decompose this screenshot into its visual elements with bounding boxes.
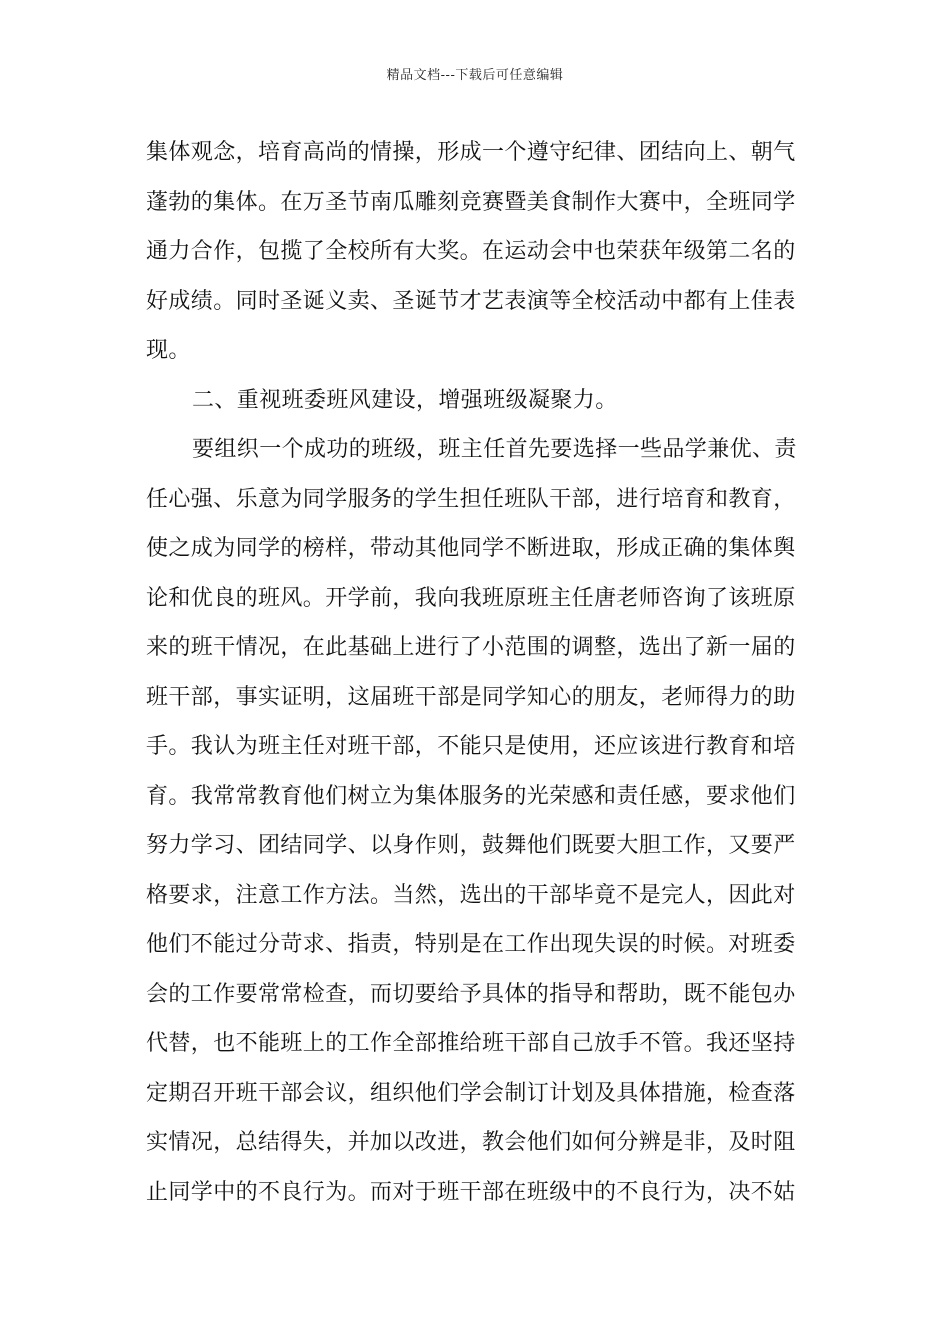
text-line: 使之成为同学的榜样，带动其他同学不断进取，形成正确的集体舆 [146, 536, 796, 561]
text-line: 论和优良的班风。开学前，我向我班原班主任唐老师咨询了该班原 [146, 585, 796, 611]
text-line: 来的班干情况，在此基础上进行了小范围的调整，选出了新一届的 [146, 635, 796, 660]
text-line: 好成绩。同时圣诞义卖、圣诞节才艺表演等全校活动中都有上佳表 [146, 288, 796, 314]
text-line: 格要求，注意工作方法。当然，选出的干部毕竟不是完人，因此对 [146, 882, 796, 908]
text-line: 会的工作要常常检查，而切要给予具体的指导和帮助，既不能包办 [146, 981, 796, 1007]
body-text [146, 128, 806, 1217]
paragraph-first-line: 要组织一个成功的班级，班主任首先要选择一些品学兼优、责 [192, 437, 797, 462]
section-heading: 二、重视班委班风建设，增强班级凝聚力。 [192, 387, 618, 413]
text-line: 集体观念，培育高尚的情操，形成一个遵守纪律、团结向上、朝气 [146, 140, 796, 165]
text-line: 实情况，总结得失，并加以改进，教会他们如何分辨是非，及时阻 [146, 1130, 796, 1155]
text-line: 手。我认为班主任对班干部，不能只是使用，还应该进行教育和培 [146, 734, 796, 759]
text-line: 班干部，事实证明，这届班干部是同学知心的朋友，老师得力的助 [146, 684, 796, 710]
text-line: 现。 [146, 338, 191, 363]
text-line: 蓬勃的集体。在万圣节南瓜雕刻竞赛暨美食制作大赛中，全班同学 [146, 189, 796, 215]
text-line: 通力合作，包揽了全校所有大奖。在运动会中也荣获年级第二名的 [146, 239, 796, 264]
text-line: 代替，也不能班上的工作全部推给班干部自己放手不管。我还坚持 [146, 1031, 796, 1056]
text-line: 育。我常常教育他们树立为集体服务的光荣感和责任感，要求他们 [146, 783, 796, 809]
text-line: 止同学中的不良行为。而对于班干部在班级中的不良行为，决不姑 [146, 1179, 796, 1205]
text-line: 定期召开班干部会议，组织他们学会制订计划及具体措施，检查落 [146, 1080, 796, 1106]
text-line: 他们不能过分苛求、指责，特别是在工作出现失误的时候。对班委 [146, 932, 796, 957]
text-line: 任心强、乐意为同学服务的学生担任班队干部，进行培育和教育， [146, 486, 796, 512]
page-header: 精品文档---下载后可任意编辑 [386, 68, 564, 83]
text-line: 努力学习、团结同学、以身作则，鼓舞他们既要大胆工作，又要严 [146, 833, 796, 858]
